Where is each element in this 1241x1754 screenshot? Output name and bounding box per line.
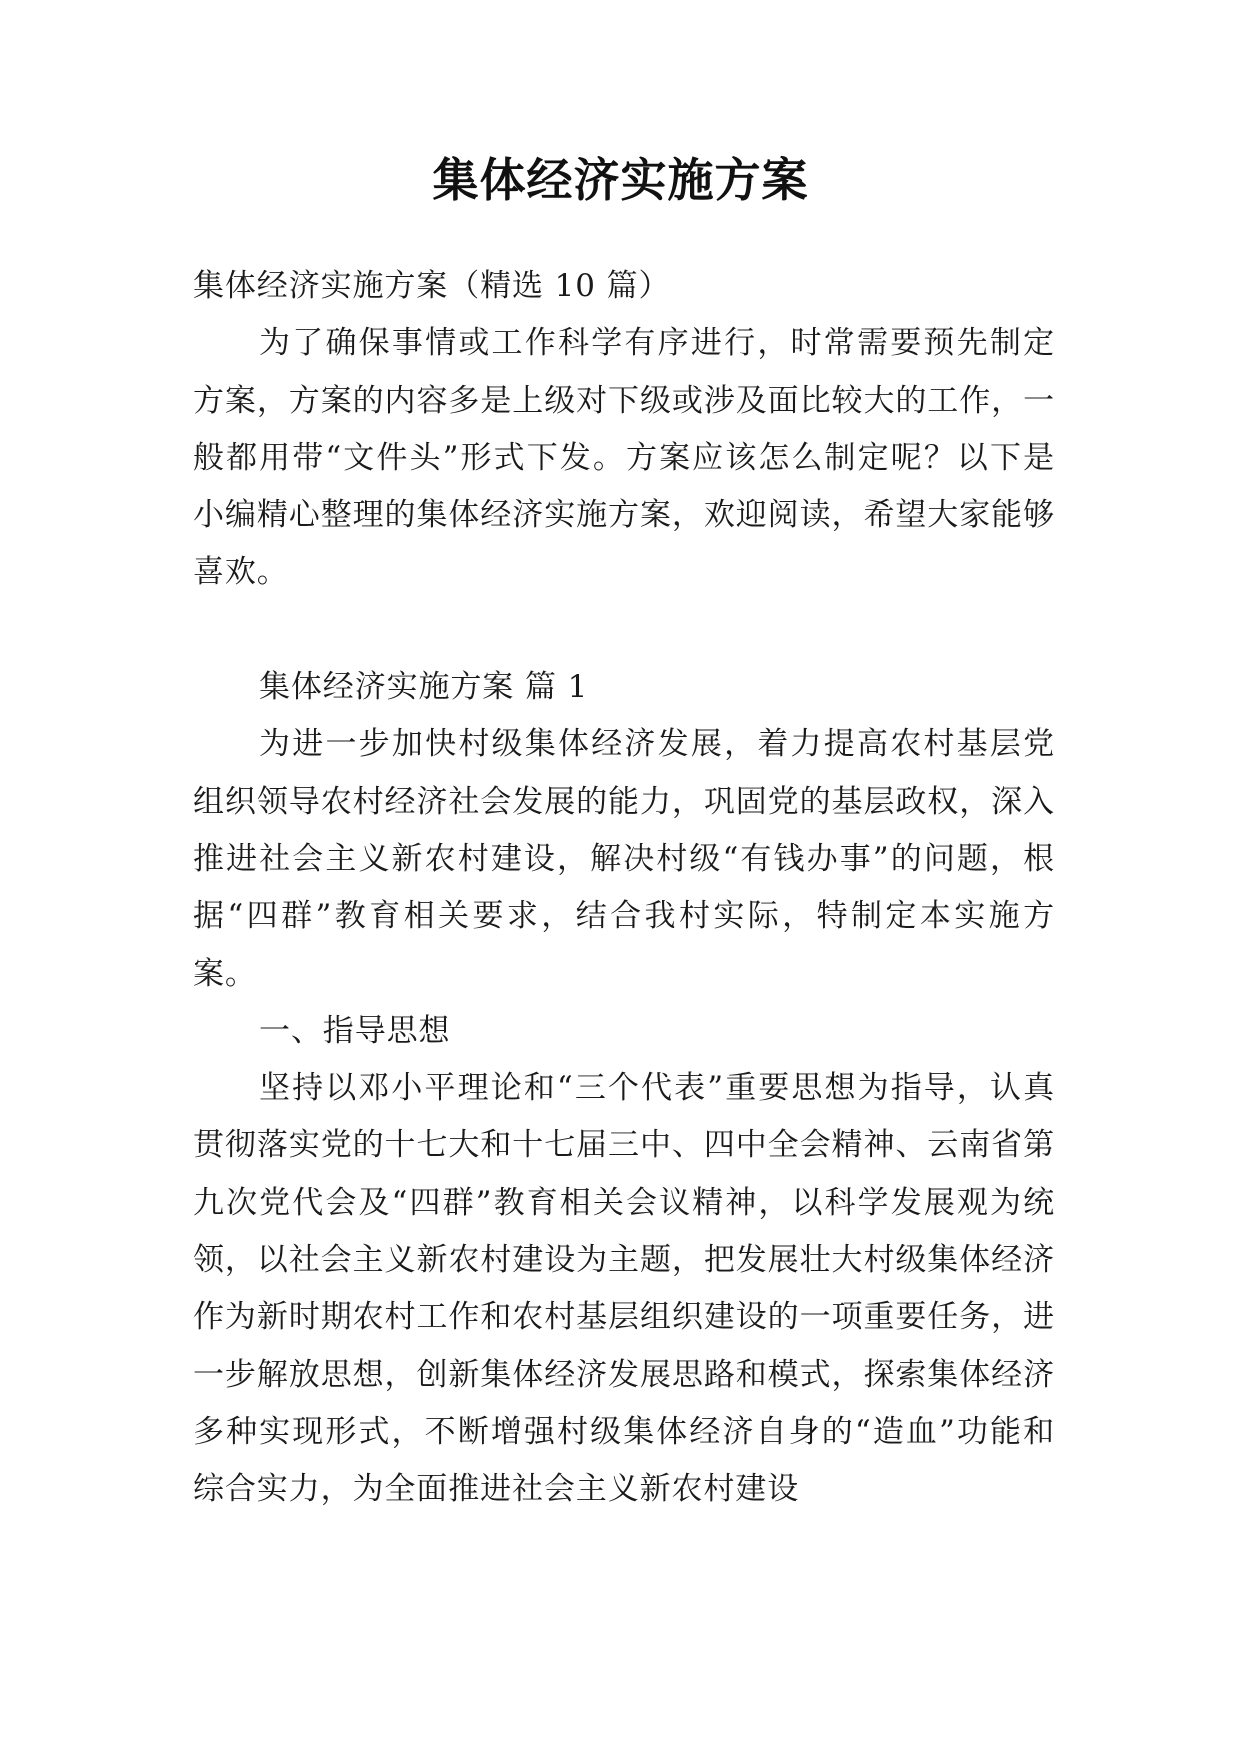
section-subheading: 一、指导思想	[259, 1012, 451, 1049]
section-heading: 集体经济实施方案 篇 1	[259, 669, 589, 706]
document-title: 集体经济实施方案	[432, 153, 809, 207]
document-subtitle: 集体经济实施方案（精选 10 篇）	[193, 268, 671, 304]
document-body	[193, 258, 1055, 1519]
section-paragraph-1: 为进一步加快村级集体经济发展，着力提高农村基层党组织领导农村经济社会发展的能力，巩固党的基层政权，深入推进社会主义新农村建设，解决村级“有钱办事”的问题，根据“四群”教育相关要求，结合我村实际，特制定本实施方案。	[193, 726, 1055, 992]
paragraph-spacer	[193, 602, 1055, 659]
intro-paragraph: 为了确保事情或工作科学有序进行，时常需要预先制定方案，方案的内容多是上级对下级或涉及面比较大的工作，一般都用带“文件头”形式下发。方案应该怎么制定呢？以下是小编精心整理的集体经济实施方案，欢迎阅读，希望大家能够喜欢。	[193, 325, 1055, 591]
section-paragraph-2: 坚持以邓小平理论和“三个代表”重要思想为指导，认真贯彻落实党的十七大和十七届三中、四中全会精神、云南省第九次党代会及“四群”教育相关会议精神，以科学发展观为统领，以社会主义新农村建设为主题，把发展壮大村级集体经济作为新时期农村工作和农村基层组织建设的一项重要任务，进一步解放思想，创新集体经济发展思路和模式，探索集体经济多种实现形式，不断增强村级集体经济自身的“造血”功能和综合实力，为全面推进社会主义新农村建设	[193, 1070, 1055, 1508]
